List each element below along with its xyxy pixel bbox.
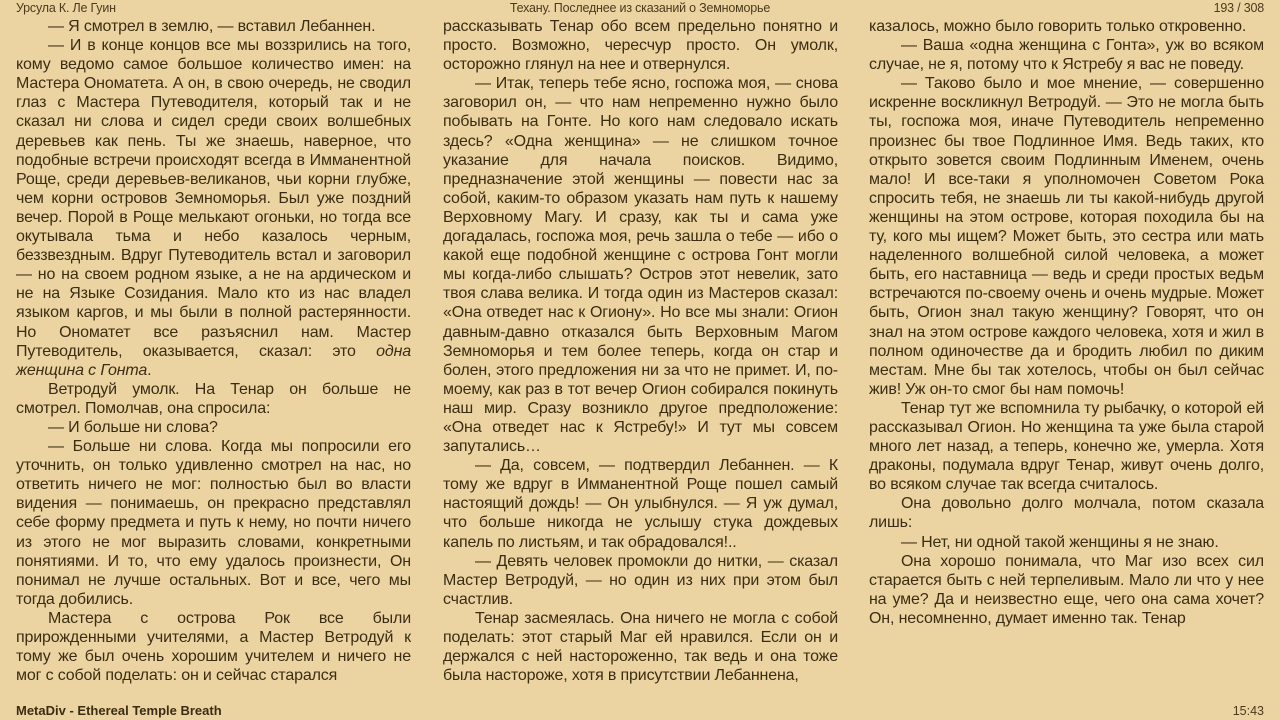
paragraph: Мастера с острова Рок все были прирожденными учителями, а Мастер Ветродуй к тому же был очень хорошим учителем и ничего не мог с собой поделать: он и сейчас старался: [16, 609, 411, 685]
paragraph: — Ваша «одна женщина с Гонта», уж во всяком случае, не я, потому что к Ястребу я вас не поведу.: [869, 37, 1264, 74]
book-title: Техану. Последнее из сказаний о Земноморье: [509, 1, 771, 15]
paragraph: — Итак, теперь тебе ясно, госпожа моя, — снова заговорил он, — что нам непременно нужно было побывать на Гонте. Но кого нам следовало искать здесь? «Одна женщина» — не слишком точное указание для начала поисков. Видимо, предназначение этой женщины — повести нас за собой, каким-то образом указать нам путь к нашему Верховному Магу. И сразу, как ты и сама уже догадалась, госпожа моя, речь зашла о тебе — ибо о какой еще подобной женщине с острова Гонт могли мы когда-либо слышать? Остров этот невелик, зато твоя слава велика. И тогда один из Мастеров сказал: «Она отведет нас к Огиону». Но все мы знали: Огион давным-давно отказался быть Верховным Магом Земноморья и тем более теперь, когда он стар и болен, этого предложения ни за что не примет. И, по-моему, как раз в тот вечер Огион собирался покинуть наш мир. Сразу возникло другое предположение: «Она отведет нас к Ястребу!» И тут мы совсем запутались…: [443, 75, 838, 456]
paragraph: Она хорошо понимала, что Маг изо всех сил старается быть с ней терпеливым. Мало ли что у нее на уме? Да и неизвестно еще, чего она сама хочет? Он, несомненно, думает именно так. Тенар: [869, 552, 1264, 627]
paragraph: — И больше ни слова?: [48, 418, 218, 436]
text-column-1[interactable]: [16, 17, 411, 685]
page-indicator: 193 / 308: [1213, 1, 1264, 15]
paragraph: Она довольно долго молчала, потом сказала лишь:: [869, 495, 1264, 532]
paragraph: — Да, совсем, — подтвердил Лебаннен. — К тому же вдруг в Имманентной Роще пошел самый настоящий дождь! — Он улыбнулся. — Я уж думал, что больше никогда не услышу стука дождевых капель по листьям, и так обрадовался!..: [443, 457, 838, 551]
text-column-2[interactable]: [443, 17, 838, 685]
paragraph-text-end: .: [147, 361, 152, 379]
paragraph: Тенар тут же вспомнила ту рыбачку, о которой ей рассказывал Огион. Но женщина та уже была старой много лет назад, а теперь, конечно же, умерла. Хотя драконы, подумала вдруг Тенар, живут очень долго, во всяком случае так всегда считалось.: [869, 399, 1264, 494]
paragraph-text: — И в конце концов все мы воззрились на того, кому ведомо самое большое количество имен: на Мастера Ономатета. А он, в свою очередь, не сводил глаз с Мастера Путеводителя, который так и не сказал ни слова и сидел среди своих волшебных деревьев как пень. Ты же знаешь, наверное, что подобные встречи происходят всегда в Имманентной Роще, среди деревьев-великанов, чьи корни глубже, чем корни островов Земноморья. Был уже поздний вечер. Порой в Роще мелькают огоньки, но тогда все окутывала тьма и небо казалось черным, беззвездным. Вдруг Путеводитель встал и заговорил — но на своем родном языке, а не на ардическом и не на Языке Созидания. Мало кто из нас владел языком каргов, и мы были в полной растерянности. Но Ономатет все разъяснил нам. Мастер Путеводитель, оказывается, сказал: это: [16, 37, 411, 360]
paragraph: рассказывать Тенар обо всем предельно понятно и просто. Возможно, чересчур просто. Он умолк, осторожно глянул на нее и отвернулся.: [443, 18, 838, 74]
paragraph: [16, 36, 411, 380]
italic-text: одна женщина с Гонта: [16, 342, 411, 379]
paragraph: Тенар засмеялась. Она ничего не могла с собой поделать: этот старый Маг ей нравился. Если он и держался с ней настороженно, так ведь и она тоже была настороже, хотя в присутствии Лебаннена,: [443, 609, 838, 685]
paragraph: Ветродуй умолк. На Тенар он больше не смотрел. Помолчав, она спросила:: [16, 380, 411, 417]
clock: 15:43: [1232, 704, 1264, 718]
book-author: Урсула К. Ле Гуин: [16, 1, 116, 15]
paragraph: — Больше ни слова. Когда мы попросили его уточнить, он только удивленно смотрел на нас, но ответить ничего не мог: полностью был во власти видения — понимаешь, он прекрасно представлял себе форму предмета и путь к нему, но почти ничего из этого не мог выразить словами, конкретными понятиями. И то, что ему удалось произнести, Он понимал не лучше остальных. Вот и все, чего мы тогда добились.: [16, 438, 411, 608]
paragraph: — Нет, ни одной такой женщины я не знаю.: [901, 533, 1219, 551]
paragraph: — Я смотрел в землю, — вставил Лебаннен.: [48, 18, 376, 35]
paragraph: — Девять человек промокли до нитки, — сказал Мастер Ветродуй, — но один из них при этом был счастлив.: [443, 552, 838, 608]
now-playing-track: MetaDiv - Ethereal Temple Breath: [16, 703, 222, 718]
text-column-3[interactable]: [869, 17, 1264, 628]
paragraph: — Таково было и мое мнение, — совершенно искренне воскликнул Ветродуй. — Это не могла быть ты, госпожа моя, иначе Путеводитель непременно произнес бы твое Подлинное Имя. Ведь таких, кто открыто зовется своим Подлинным Именем, очень мало! И все-таки я уполномочен Советом Рока спросить тебя, не знаешь ли ты какой-нибудь другой женщины на этом острове, которая походила бы на ту, кого мы ищем? Может быть, это сестра или мать наделенного волшебной силой человека, а может быть, его наставница — ведь и среди простых ведьм встречаются по-своему очень и очень мудрые. Может быть, Огион знал такую женщину? Говорят, что он знал на этом острове каждого человека, хотя и жил в полном одиночестве да и бродить любил по диким местам. Мне бы так хотелось, чтобы он был сейчас жив! Уж он-то смог бы нам помочь!: [869, 75, 1264, 398]
paragraph: казалось, можно было говорить только откровенно.: [869, 18, 1247, 35]
